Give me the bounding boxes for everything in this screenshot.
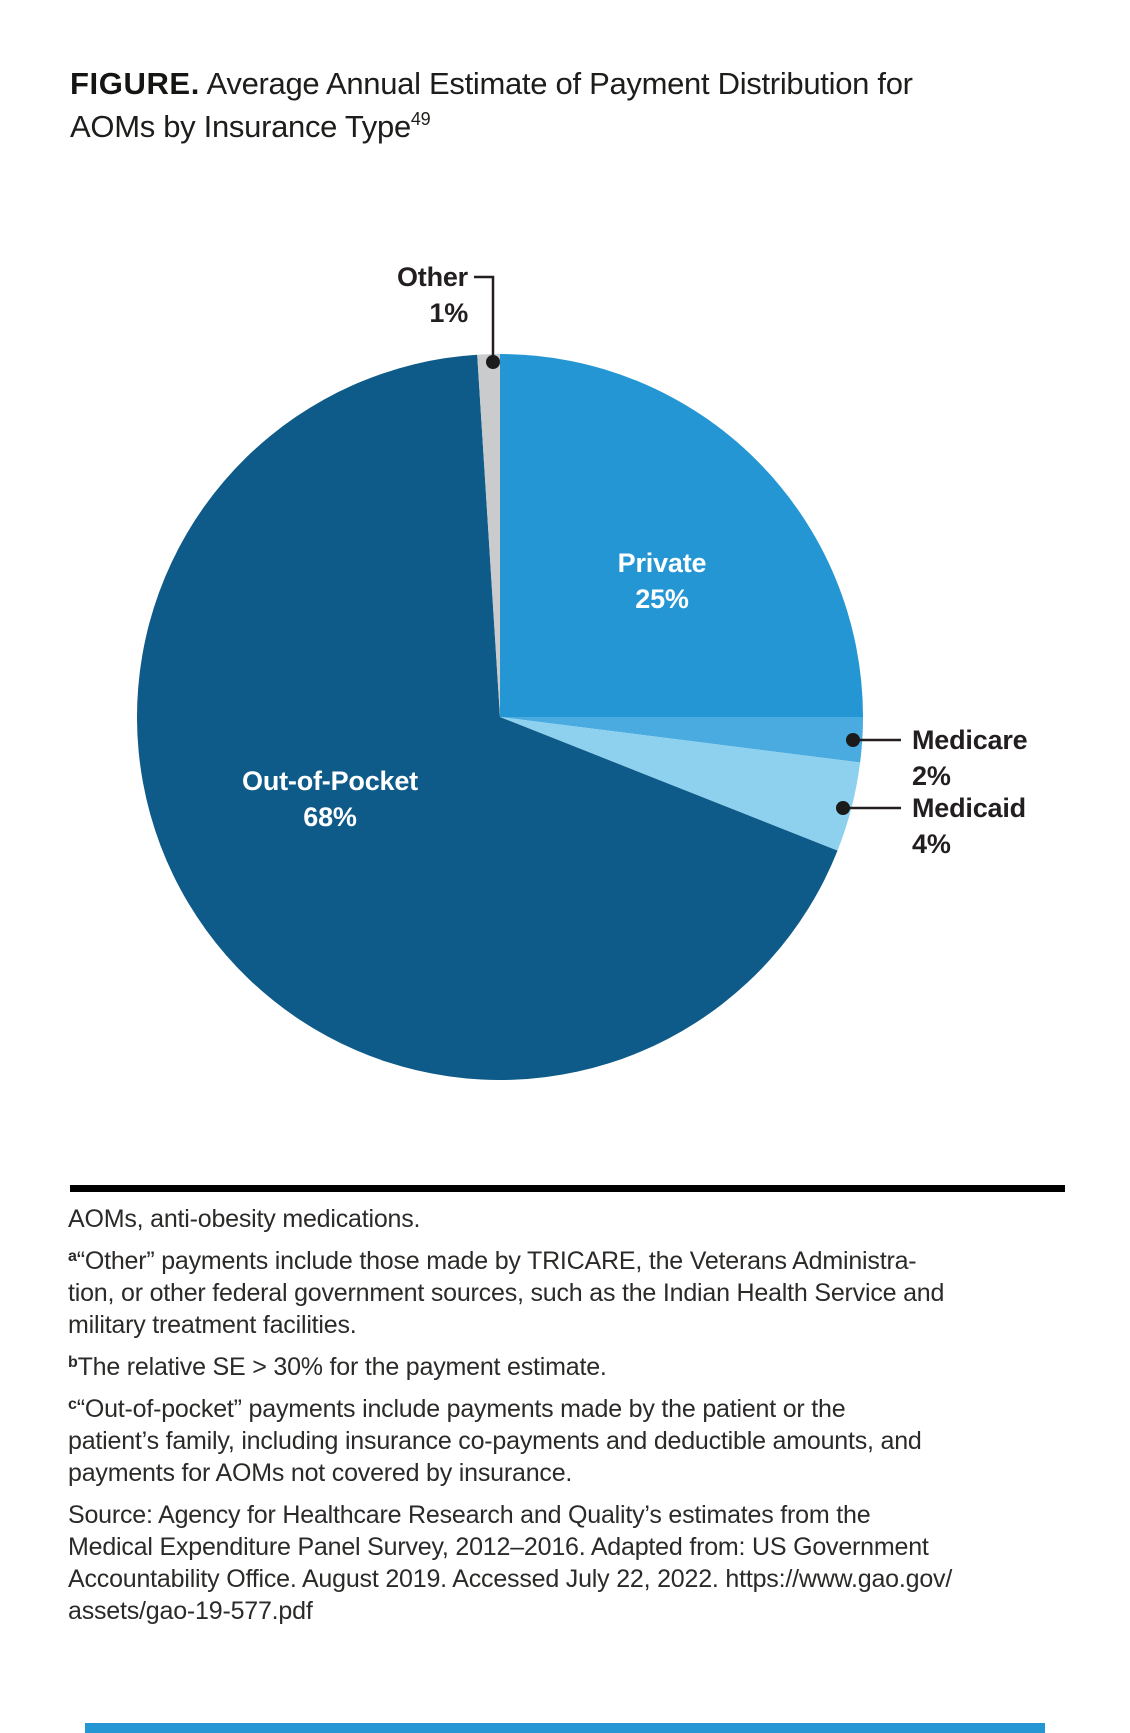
private-slice-label: [562, 545, 762, 617]
medicaid-label-text: Medicaid: [912, 793, 1026, 823]
footnote-c-line2: patient’s family, including insurance co-payments and deductible amounts, and: [68, 1427, 922, 1455]
footnote-divider-rule: [70, 1185, 1065, 1192]
footnote-c-line1: “Out-of-pocket” payments include payments made by the patient or the: [76, 1395, 846, 1423]
footnote-c-superscript: c: [68, 1396, 77, 1413]
medicare-leader-dot: [846, 733, 860, 747]
footnote-a: [68, 1245, 1068, 1341]
source-note: [68, 1499, 1068, 1627]
pie-slice-private: [500, 354, 863, 717]
footnote-a-line2: tion, or other federal government sources, such as the Indian Health Service and: [68, 1279, 945, 1307]
other-slice-label: [260, 259, 468, 331]
private-value-text: 25%: [635, 584, 689, 614]
medicaid-value-text: 4%: [912, 829, 951, 859]
abbreviations-note: [68, 1203, 1068, 1235]
other-leader-line: [474, 277, 493, 362]
footnote-a-line3: military treatment facilities.: [68, 1311, 357, 1339]
other-value-text: 1%: [429, 298, 468, 328]
medicaid-slice-label: [912, 790, 1026, 862]
footnote-a-line1: “Other” payments include those made by TRICARE, the Veterans Administra-: [76, 1247, 917, 1275]
source-line1: Source: Agency for Healthcare Research and Quality’s estimates from the: [68, 1501, 871, 1529]
figure-title-line2: AOMs by Insurance Type: [70, 109, 411, 144]
footnote-c-line3: payments for AOMs not covered by insurance.: [68, 1459, 573, 1487]
footnote-a-superscript: a: [68, 1248, 77, 1265]
abbreviations-text: AOMs, anti-obesity medications.: [68, 1205, 421, 1233]
other-label-text: Other: [396, 262, 468, 292]
medicare-value-text: 2%: [912, 761, 951, 791]
footer-accent-bar: [85, 1723, 1045, 1733]
figure-title-line1: Average Annual Estimate of Payment Distribution for: [206, 66, 913, 101]
private-label-text: Private: [617, 548, 707, 578]
pie-slices: [137, 354, 863, 1080]
out-of-pocket-value-text: 68%: [303, 802, 357, 832]
other-leader-dot: [486, 355, 500, 369]
footnote-c: [68, 1393, 1068, 1489]
source-line2: Medical Expenditure Panel Survey, 2012–2016. Adapted from: US Government: [68, 1533, 929, 1561]
out-of-pocket-slice-label: [230, 763, 430, 835]
medicare-slice-label: [912, 722, 1027, 794]
footnotes: [68, 1203, 1068, 1637]
figure-reference-superscript: 49: [410, 109, 431, 129]
footnote-b-superscript: b: [68, 1354, 78, 1371]
out-of-pocket-label-text: Out-of-Pocket: [242, 766, 418, 796]
medicare-label-text: Medicare: [912, 725, 1028, 755]
footnote-b-line1: The relative SE > 30% for the payment estimate.: [77, 1353, 607, 1381]
footnote-b: [68, 1351, 1068, 1383]
source-line3: Accountability Office. August 2019. Accessed July 22, 2022. https://www.gao.gov/: [68, 1565, 953, 1593]
source-line4: assets/gao-19-577.pdf: [68, 1597, 313, 1625]
medicaid-leader-dot: [836, 801, 850, 815]
figure-label: FIGURE.: [70, 66, 200, 101]
